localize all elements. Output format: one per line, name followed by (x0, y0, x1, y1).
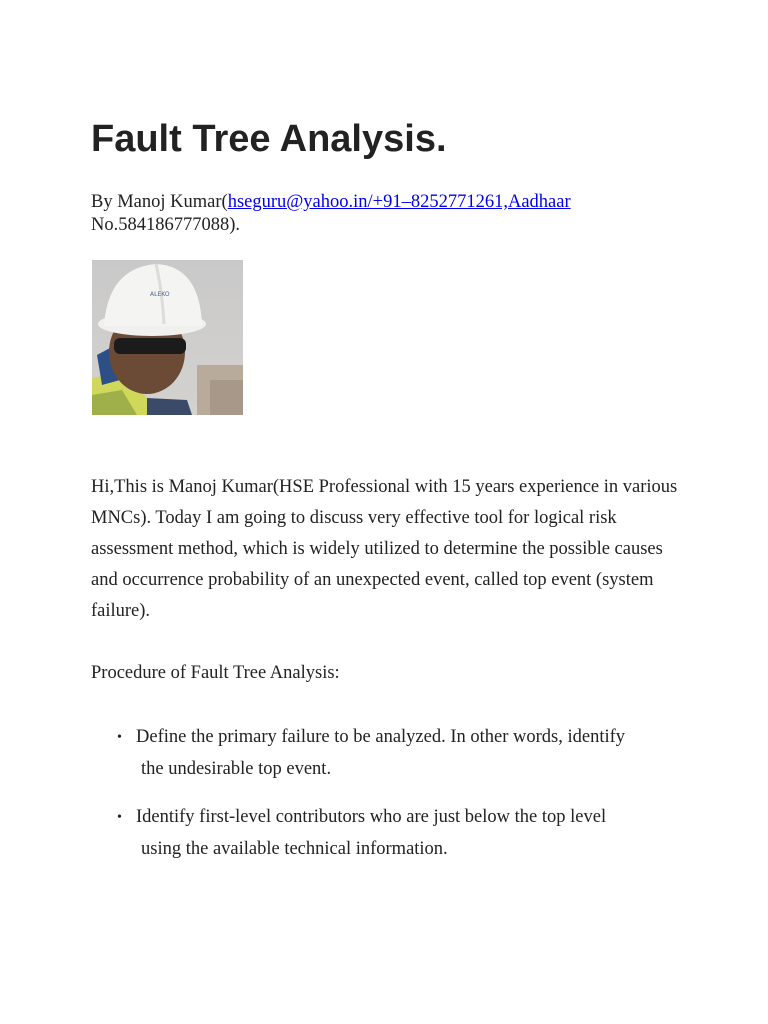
author-contact-link[interactable]: hseguru@yahoo.in/+91–8252771261,Aadhaar (227, 192, 571, 212)
list-item (91, 802, 691, 865)
svg-text:ALEKO: ALEKO (150, 291, 170, 298)
list-item (91, 722, 691, 785)
author-photo (92, 260, 243, 415)
page-title: Fault Tree Analysis. (91, 118, 447, 160)
procedure-steps (91, 722, 691, 882)
procedure-heading: Procedure of Fault Tree Analysis: (91, 663, 340, 683)
bullet-icon: • (117, 810, 122, 825)
step-line: Identify first-level contributors who are just below the top level (136, 807, 607, 827)
intro-paragraph: Hi,This is Manoj Kumar(HSE Professional with 15 years experience in various MNCs). Today I am going to discuss very effective tool for logical risk assessment method, which is widely utilized to determine the possible causes and occurrence probability of an unexpected event, called top event (system failure). (91, 477, 678, 621)
bullet-icon: • (117, 730, 122, 745)
byline-suffix: No.584186777088). (91, 215, 241, 235)
author-byline (91, 191, 691, 237)
byline-prefix: By Manoj Kumar( (91, 192, 228, 212)
step-line: Define the primary failure to be analyzed. In other words, identify (136, 727, 626, 747)
step-line-continued: the undesirable top event. (141, 758, 332, 779)
step-line-continued: using the available technical information. (141, 838, 448, 859)
